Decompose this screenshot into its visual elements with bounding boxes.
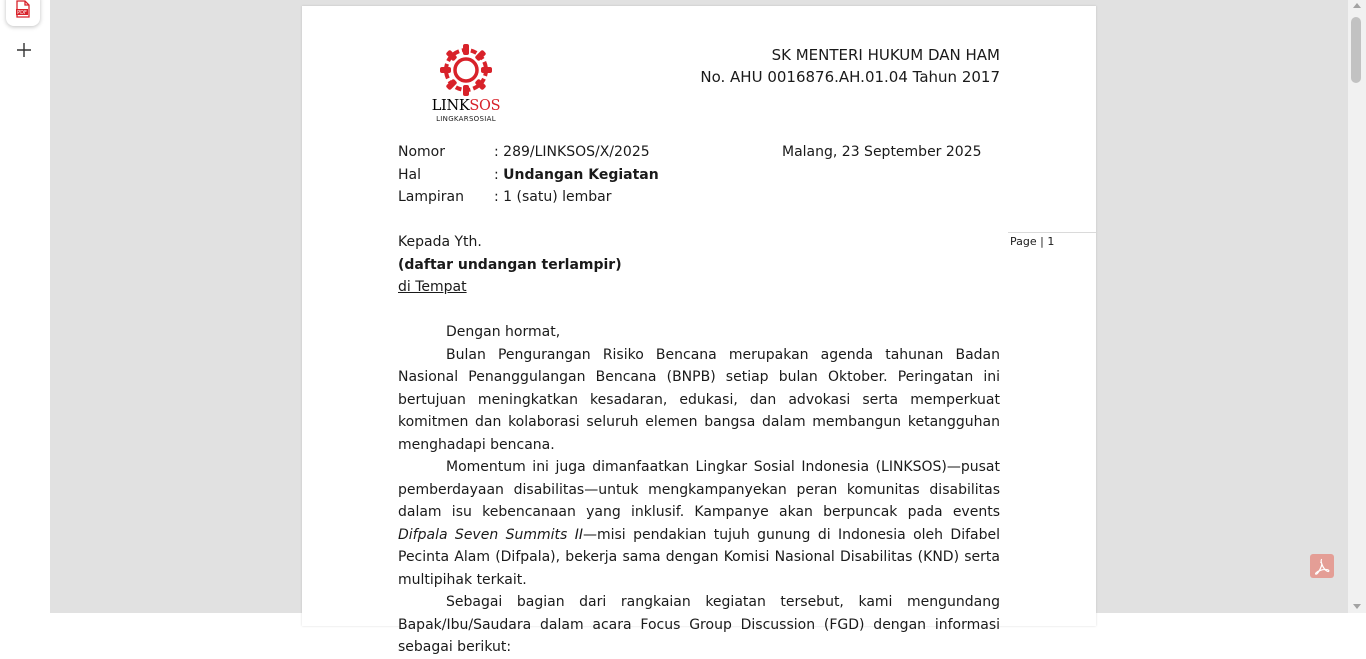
- recipient-line-2: (daftar undangan terlampir): [398, 256, 622, 273]
- plus-icon: [17, 43, 31, 57]
- letterhead-line-1: SK MENTERI HUKUM DAN HAM: [771, 46, 1000, 64]
- pdf-tab[interactable]: [6, 0, 40, 26]
- paragraph-1: Bulan Pengurangan Risiko Bencana merupakan agenda tahunan Badan Nasional Penanggulangan Bencana (BNPB) setiap bulan Oktober. Peringatan ini bertujuan meningkatkan kesadaran, edukasi, dan advokasi serta memperkuat komitmen dan kolaborasi seluruh elemen bangsa dalam membangun ketangguhan menghadapi bencana.: [398, 346, 1000, 453]
- svg-text:PDF: PDF: [17, 10, 27, 16]
- greeting: Dengan hormat,: [446, 324, 561, 340]
- lampiran-value: : 1 (satu) lembar: [494, 189, 612, 205]
- pdf-page: [302, 6, 1096, 655]
- scroll-thumb[interactable]: [1351, 17, 1361, 83]
- recipient-line-3: di Tempat: [398, 279, 467, 295]
- nomor-label: Nomor: [398, 144, 445, 160]
- scroll-down-arrow-icon[interactable]: [1353, 604, 1361, 609]
- recipient-line-1: Kepada Yth.: [398, 234, 482, 250]
- paragraph-3: Sebagai bagian dari rangkaian kegiatan tersebut, kami mengundang Bapak/Ibu/Saudara dalam acara Focus Group Discussion (FGD) dengan informasi sebagai berikut:: [398, 594, 1000, 655]
- new-tab-button[interactable]: [13, 39, 35, 61]
- hal-value: : Undangan Kegiatan: [494, 166, 659, 183]
- hal-label: Hal: [398, 166, 421, 183]
- page-number: Page | 1: [1008, 232, 1096, 249]
- pdf-file-icon: [15, 0, 31, 18]
- tab-rail: [0, 0, 50, 613]
- logo-wordmark: LINKSOS: [431, 98, 501, 114]
- letterhead-line-2: No. AHU 0016876.AH.01.04 Tahun 2017: [700, 68, 1000, 86]
- vertical-scrollbar[interactable]: [1348, 0, 1366, 613]
- acrobat-button[interactable]: [1310, 554, 1334, 578]
- lampiran-label: Lampiran: [398, 189, 465, 205]
- scroll-up-arrow-icon[interactable]: [1353, 3, 1361, 8]
- pdf-viewer[interactable]: [50, 0, 1348, 655]
- paragraph-2: Momentum ini juga dimanfaatkan Lingkar Sosial Indonesia (LINKSOS)—pusat pemberdayaan disabilitas—untuk mengkampanyekan peran komunitas disabilitas dalam isu kebencanaan yang inklusif. Kampanye akan berpuncak pada events Difpala Seven Summits II—misi pendakian tujuh gunung di Indonesia oleh Difabel Pecinta Alam (Difpala), bekerja sama dengan Komisi Nasional Disabilitas (KND) serta multipihak terkait.: [398, 459, 1000, 588]
- acrobat-icon: [1314, 558, 1330, 574]
- letter-body: [302, 6, 1096, 655]
- letter-paragraphs: [398, 321, 1000, 659]
- logo-tagline: LINGKARSOSIAL: [436, 115, 496, 123]
- nomor-value: : 289/LINKSOS/X/2025: [494, 144, 650, 160]
- letter-date: Malang, 23 September 2025: [782, 144, 982, 160]
